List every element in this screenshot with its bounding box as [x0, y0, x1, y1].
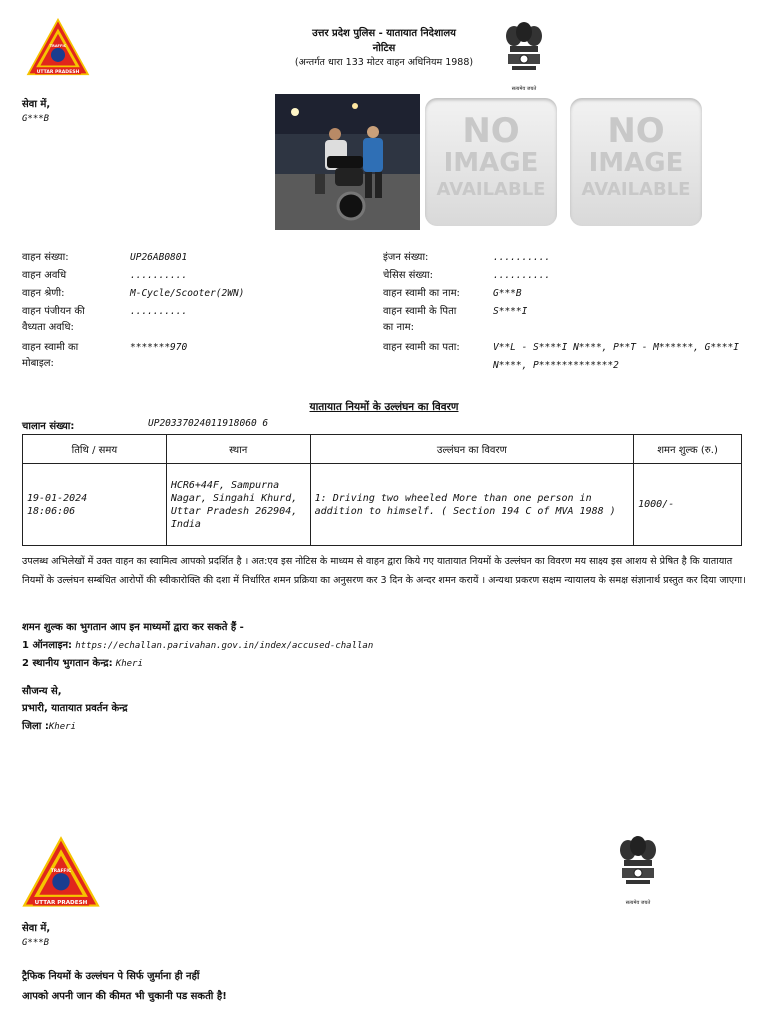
violation-table: [22, 434, 742, 546]
courtesy-label: सौजन्य से,: [22, 686, 62, 697]
table-row: [23, 464, 742, 546]
placeholder-line3: AVAILABLE: [436, 179, 546, 200]
cell-date: 19-01-2024: [27, 492, 88, 504]
engine-value: ..........: [493, 252, 551, 263]
placeholder-line2: IMAGE: [588, 148, 684, 178]
no-image-placeholder-2: [570, 98, 702, 226]
address-label: वाहन स्वामी का पता:: [383, 342, 460, 353]
national-emblem-icon: [612, 832, 664, 896]
period-value: ..........: [130, 270, 188, 281]
address-line2: N****, P*************2: [493, 360, 619, 371]
reg-validity-label1: वाहन पंजीयन की: [22, 306, 85, 317]
table-header-row: [23, 435, 742, 464]
placeholder-line1: NO: [607, 111, 665, 151]
reg-validity-value: ..........: [130, 306, 188, 317]
logo-bottom-text: UTTAR PRADESH: [36, 69, 80, 75]
chassis-value: ..........: [493, 270, 551, 281]
local-label: 2 स्थानीय भुगतान केन्द्र:: [22, 658, 113, 669]
placeholder-line3: AVAILABLE: [581, 179, 691, 200]
traffic-logo-footer: [22, 836, 100, 912]
footer-to-label: सेवा में,: [22, 923, 51, 934]
to-name: G***B: [22, 114, 50, 124]
owner-name-value: G***B: [493, 288, 522, 299]
footer-slogan2: आपको अपनी जान की कीमत भी चुकानी पड सकती है!: [22, 991, 227, 1002]
cell-fee: 1000/-: [634, 464, 742, 546]
online-label: 1 ऑनलाइन:: [22, 640, 73, 651]
cell-datetime: [23, 464, 167, 546]
online-url[interactable]: https://echallan.parivahan.gov.in/index/accused-challan: [75, 641, 374, 651]
father-label1: वाहन स्वामी के पिता: [383, 306, 457, 317]
engine-label: इंजन संख्या:: [383, 252, 429, 263]
owner-mobile-value: *******970: [130, 342, 188, 353]
owner-name-label: वाहन स्वामी का नाम:: [383, 288, 460, 299]
logo-top-text: TRAFFIC: [50, 869, 72, 874]
challan-label: चालान संख्या:: [22, 421, 75, 432]
header-subtitle: नोटिस: [372, 43, 396, 54]
header-act: (अन्तर्गत धारा 133 मोटर वाहन अधिनियम 1988): [294, 57, 474, 68]
father-value: S****I: [493, 306, 528, 317]
col-place: स्थान: [166, 435, 310, 464]
to-label: सेवा में,: [22, 99, 51, 110]
chassis-label: चेसिस संख्या:: [383, 270, 434, 281]
reg-validity-label2: वैध्यता अवधि:: [22, 322, 74, 333]
local-row: [22, 655, 143, 669]
courtesy-district: [22, 718, 76, 732]
evidence-photo: [275, 94, 420, 230]
cell-desc: 1: Driving two wheeled More than one person in addition to himself. ( Section 194 C of MVA 1988 ): [310, 464, 633, 546]
cell-place: HCR6+44F, Sampurna Nagar, Singahi Khurd, Uttar Pradesh 262904, India: [166, 464, 310, 546]
father-label2: का नाम:: [383, 322, 414, 333]
logo-bottom-text: UTTAR PRADESH: [34, 899, 88, 906]
notice-text: उपलब्ध अभिलेखों में उक्त वाहन का स्वामित्व आपको प्रदर्शित है । अत:एव इस नोटिस के माध्यम से वाहन द्वारा किये गए यातायात नियमों के उल्लंघन का विवरण मय साक्ष्य इस आशय से प्रेषित है कि यातायात नियमों के उल्लंघन सम्बंधित आरोपों की स्वीकारोक्ति की दशा में निर्धारित शमन प्रक्रिया का अनुसरण कर 3 दिन के अन्दर शमन करायें । अन्यथा प्रकरण सक्षम न्यायालय के समक्ष संज्ञानार्थ प्रस्तुत कर दिया जाएगा।: [22, 556, 746, 586]
logo-top-text: TRAFFIC: [49, 44, 67, 48]
placeholder-line1: NO: [462, 111, 520, 151]
courtesy-office: प्रभारी, यातायात प्रवर्तन केन्द्र: [22, 703, 128, 714]
district-label: जिला :: [22, 721, 49, 732]
online-row: [22, 637, 373, 651]
district-value: Kheri: [48, 722, 76, 732]
payment-heading: शमन शुल्क का भुगतान आप इन माध्यमों द्वारा कर सकते हैं -: [22, 622, 244, 633]
address-line1: V**L - S****I N****, P**T - M******, G****I: [493, 342, 739, 353]
class-value: M-Cycle/Scooter(2WN): [130, 288, 245, 299]
footer-slogan1: ट्रैफिक नियमों के उल्लंघन पे सिर्फ जुर्माना ही नहीं: [22, 971, 200, 982]
col-desc: उल्लंघन का विवरण: [310, 435, 633, 464]
col-fee: शमन शुल्क (रु.): [634, 435, 742, 464]
emblem-caption: सत्यमेव जयते: [625, 900, 651, 906]
col-date: तिथि / समय: [23, 435, 167, 464]
cell-time: 18:06:06: [27, 505, 76, 517]
national-emblem-icon: [498, 18, 550, 82]
placeholder-line2: IMAGE: [443, 148, 539, 178]
reg-no-value: UP26AB0801: [130, 252, 188, 263]
emblem-caption: सत्यमेव जयते: [511, 86, 537, 92]
header-title: उत्तर प्रदेश पुलिस - यातायात निदेशालय: [312, 28, 456, 39]
challan-no: UP20337024011918060 6: [148, 418, 269, 429]
local-value: Kheri: [115, 659, 143, 669]
class-label: वाहन श्रेणी:: [22, 288, 65, 299]
footer-name: G***B: [22, 938, 50, 948]
reg-no-label: वाहन संख्या:: [22, 252, 69, 263]
owner-mobile-label1: वाहन स्वामी का: [22, 342, 79, 353]
emblem-footer: [612, 832, 664, 906]
emblem: [498, 18, 550, 92]
violation-heading: यातायात नियमों के उल्लंघन का विवरण: [309, 401, 459, 413]
no-image-placeholder-1: [425, 98, 557, 226]
period-label: वाहन अवधि: [22, 270, 67, 281]
owner-mobile-label2: मोबाइल:: [22, 358, 54, 369]
